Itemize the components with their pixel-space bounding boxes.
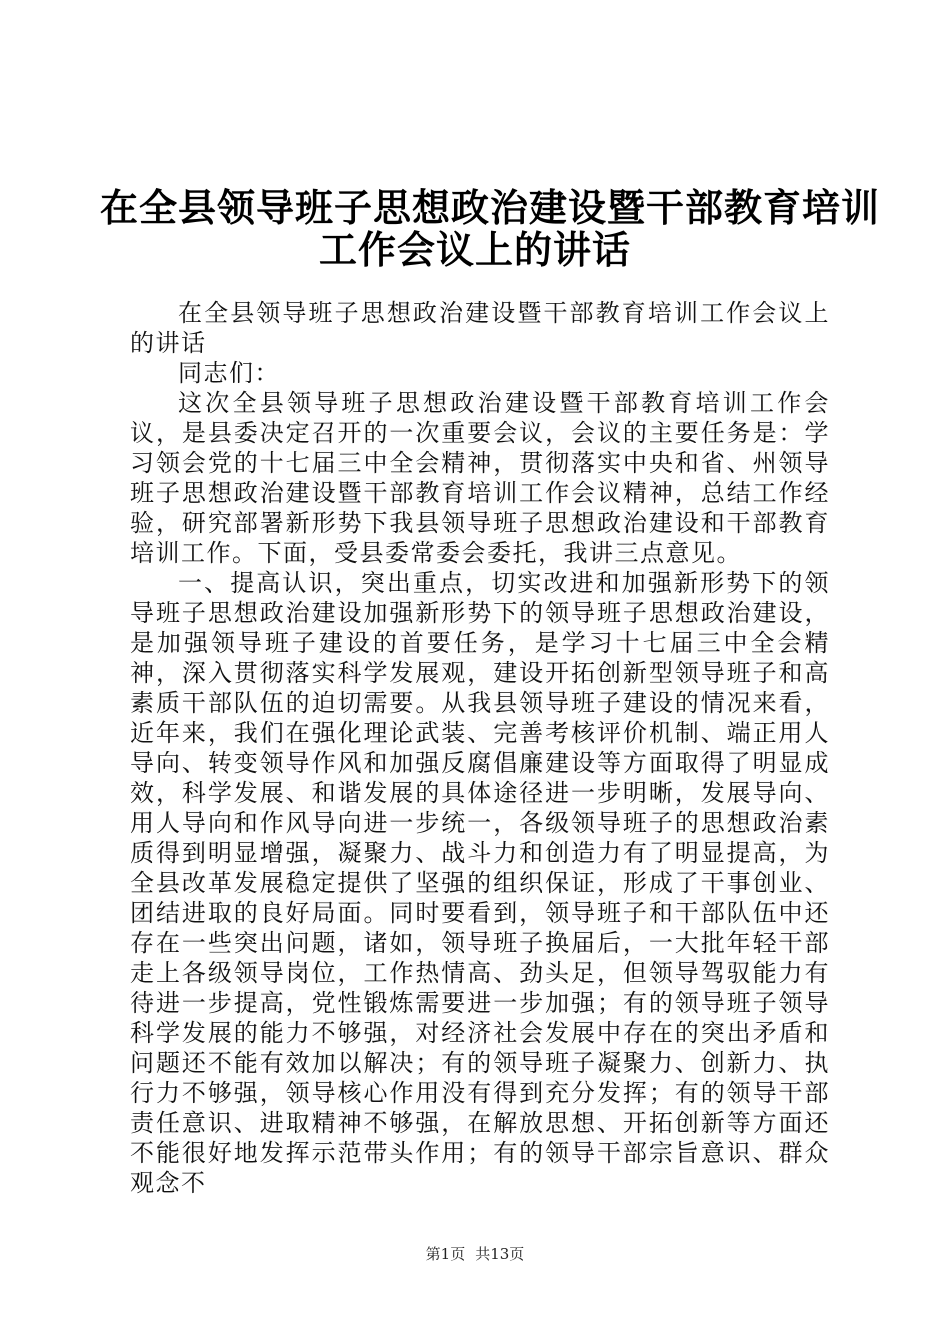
page-number: 第1页	[425, 1245, 466, 1263]
paragraph-section-one: 一、提高认识，突出重点，切实改进和加强新形势下的领导班子思想政治建设加强新形势下的领导班子思想政治建设，是加强领导班子建设的首要任务，是学习十七届三中全会精神，深入贯彻落实科学发展观，建设开拓创新型领导班子和高素质干部队伍的迫切需要。从我县领导班子建设的情况来看，近年来，我们在强化理论武装、完善考核评价机制、端正用人导向、转变领导作风和加强反腐倡廉建设等方面取得了明显成效，科学发展、和谐发展的具体途径进一步明晰，发展导向、用人导向和作风导向进一步统一，各级领导班子的思想政治素质得到明显增强，凝聚力、战斗力和创造力有了明显提高，为全县改革发展稳定提供了坚强的组织保证，形成了干事创业、团结进取的良好局面。同时要看到，领导班子和干部队伍中还存在一些突出问题，诸如，领导班子换届后，一大批年轻干部走上各级领导岗位，工作热情高、劲头足，但领导驾驭能力有待进一步提高，党性锻炼需要进一步加强；有的领导班子领导科学发展的能力不够强，对经济社会发展中存在的突出矛盾和问题还不能有效加以解决；有的领导班子凝聚力、创新力、执行力不够强，领导核心作用没有得到充分发挥；有的领导干部责任意识、进取精神不够强，在解放思想、开拓创新等方面还不能很好地发挥示范带头作用；有的领导干部宗旨意识、群众观念不	[130, 569, 830, 1197]
paragraph-intro: 这次全县领导班子思想政治建设暨干部教育培训工作会议，是县委决定召开的一次重要会议，会议的主要任务是：学习领会党的十七届三中全会精神，贯彻落实中央和省、州领导班子思想政治建设暨干部教育培训工作会议精神，总结工作经验，研究部署新形势下我县领导班子思想政治建设和干部教育培训工作。下面，受县委常委会委托，我讲三点意见。	[130, 389, 830, 567]
document-title-line1: 在全县领导班子思想政治建设暨干部教育培训	[100, 186, 881, 230]
paragraph-salutation: 同志们：	[178, 359, 280, 387]
page-footer	[0, 1244, 950, 1264]
paragraph-heading: 在全县领导班子思想政治建设暨干部教育培训工作会议上的讲话	[130, 299, 830, 357]
page-total: 共13页	[475, 1245, 525, 1263]
document-title-line2: 工作会议上的讲话	[318, 228, 631, 272]
document-body	[130, 298, 830, 1198]
